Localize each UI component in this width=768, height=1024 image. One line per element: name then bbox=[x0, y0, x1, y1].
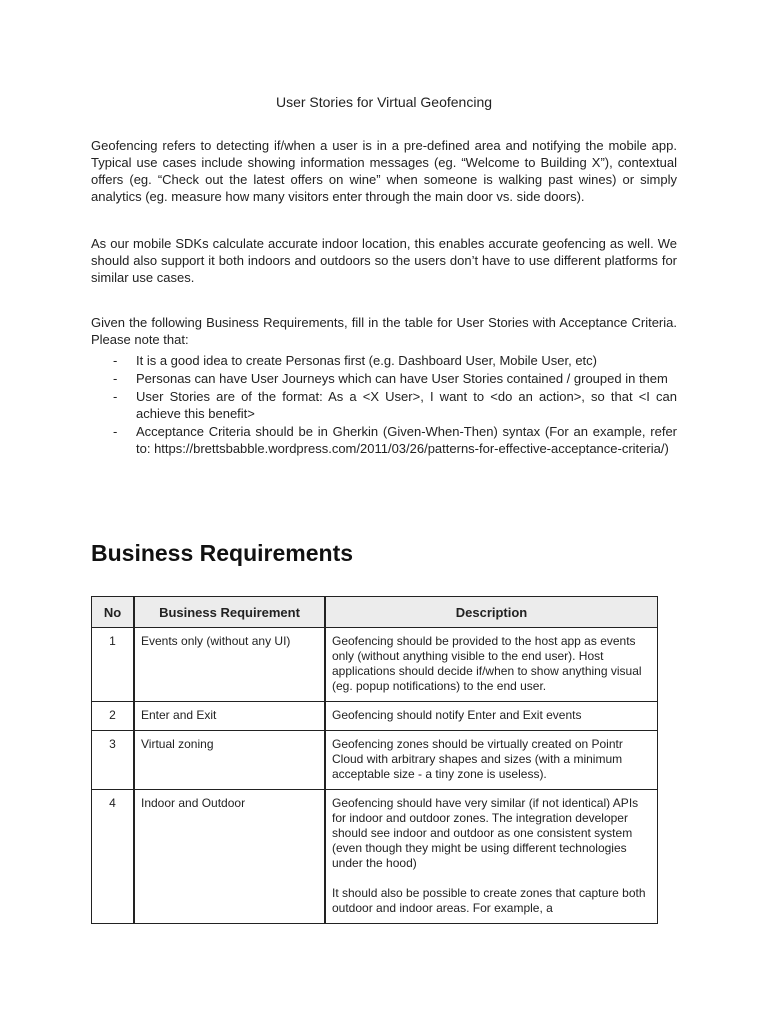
bullet-text: User Stories are of the format: As a <X User>, I want to <do an action>, so that <I can achieve this benefit> bbox=[136, 389, 677, 421]
description-text: Geofencing zones should be virtually created on Pointr Cloud with arbitrary shapes and sizes (with a minimum acceptable size - a tiny zone is useless). bbox=[332, 737, 623, 781]
table-row bbox=[92, 702, 658, 731]
table-row bbox=[92, 790, 658, 924]
document-title: User Stories for Virtual Geofencing bbox=[275, 94, 493, 110]
bullet-text: Acceptance Criteria should be in Gherkin (Given-When-Then) syntax (For an example, refer to: https://brettsbabble.wordpress.com/2011/03/26/patterns-for-effective-acceptance-criteria/) bbox=[136, 424, 677, 456]
row-number: 2 bbox=[92, 702, 135, 731]
bullet-dash: - bbox=[113, 371, 118, 386]
column-header-business-requirement: Business Requirement bbox=[134, 597, 325, 628]
row-description bbox=[325, 790, 658, 924]
bullet-dash: - bbox=[113, 424, 118, 439]
description-text: Geofencing should have very similar (if not identical) APIs for indoor and outdoor zones. The integration developer should see indoor and outdoor as one consistent system (even though they might be using different technologies under the hood) bbox=[332, 796, 639, 870]
row-number: 4 bbox=[92, 790, 135, 924]
intro-paragraph: Geofencing refers to detecting if/when a user is in a pre-defined area and notifying the mobile app. Typical use cases include showing information messages (eg. “Welcome to Building X”), contextual offers (eg. “Check out the latest offers on wine” when someone is walking past wines) or simply analytics (eg. measure how many visitors enter through the main door vs. side doors). bbox=[91, 138, 677, 204]
table-row bbox=[92, 731, 658, 790]
section-heading: Business Requirements bbox=[91, 540, 354, 566]
column-header-no: No bbox=[92, 597, 135, 628]
row-requirement: Enter and Exit bbox=[134, 702, 325, 731]
notes-list bbox=[91, 352, 677, 458]
bullet-text: It is a good idea to create Personas first (e.g. Dashboard User, Mobile User, etc) bbox=[136, 353, 597, 368]
row-description bbox=[325, 702, 658, 731]
table-header-row bbox=[92, 597, 658, 628]
sdk-paragraph: As our mobile SDKs calculate accurate indoor location, this enables accurate geofencing as well. We should also support it both indoors and outdoors so the users don’t have to use different platforms for similar use cases. bbox=[91, 236, 677, 285]
description-text: It should also be possible to create zones that capture both outdoor and indoor areas. For example, a bbox=[332, 886, 646, 915]
list-item bbox=[91, 388, 677, 422]
row-requirement: Events only (without any UI) bbox=[134, 628, 325, 702]
row-description bbox=[325, 628, 658, 702]
instructions-paragraph: Given the following Business Requirements, fill in the table for User Stories with Acceptance Criteria. Please note that: bbox=[91, 315, 677, 347]
row-number: 1 bbox=[92, 628, 135, 702]
description-text: Geofencing should notify Enter and Exit events bbox=[332, 708, 582, 722]
bullet-dash: - bbox=[113, 353, 118, 368]
list-item bbox=[91, 370, 677, 387]
table-row bbox=[92, 628, 658, 702]
bullet-dash: - bbox=[113, 389, 118, 404]
row-number: 3 bbox=[92, 731, 135, 790]
column-header-description: Description bbox=[325, 597, 658, 628]
row-requirement: Virtual zoning bbox=[134, 731, 325, 790]
row-requirement: Indoor and Outdoor bbox=[134, 790, 325, 924]
bullet-text: Personas can have User Journeys which can have User Stories contained / grouped in them bbox=[136, 371, 668, 386]
list-item bbox=[91, 352, 677, 369]
row-description bbox=[325, 731, 658, 790]
description-text: Geofencing should be provided to the host app as events only (without anything visible to the end user). Host applications should decide if/when to show anything visual (eg. popup notifications) to the end user. bbox=[332, 634, 642, 693]
list-item bbox=[91, 423, 677, 457]
requirements-table bbox=[91, 596, 658, 924]
